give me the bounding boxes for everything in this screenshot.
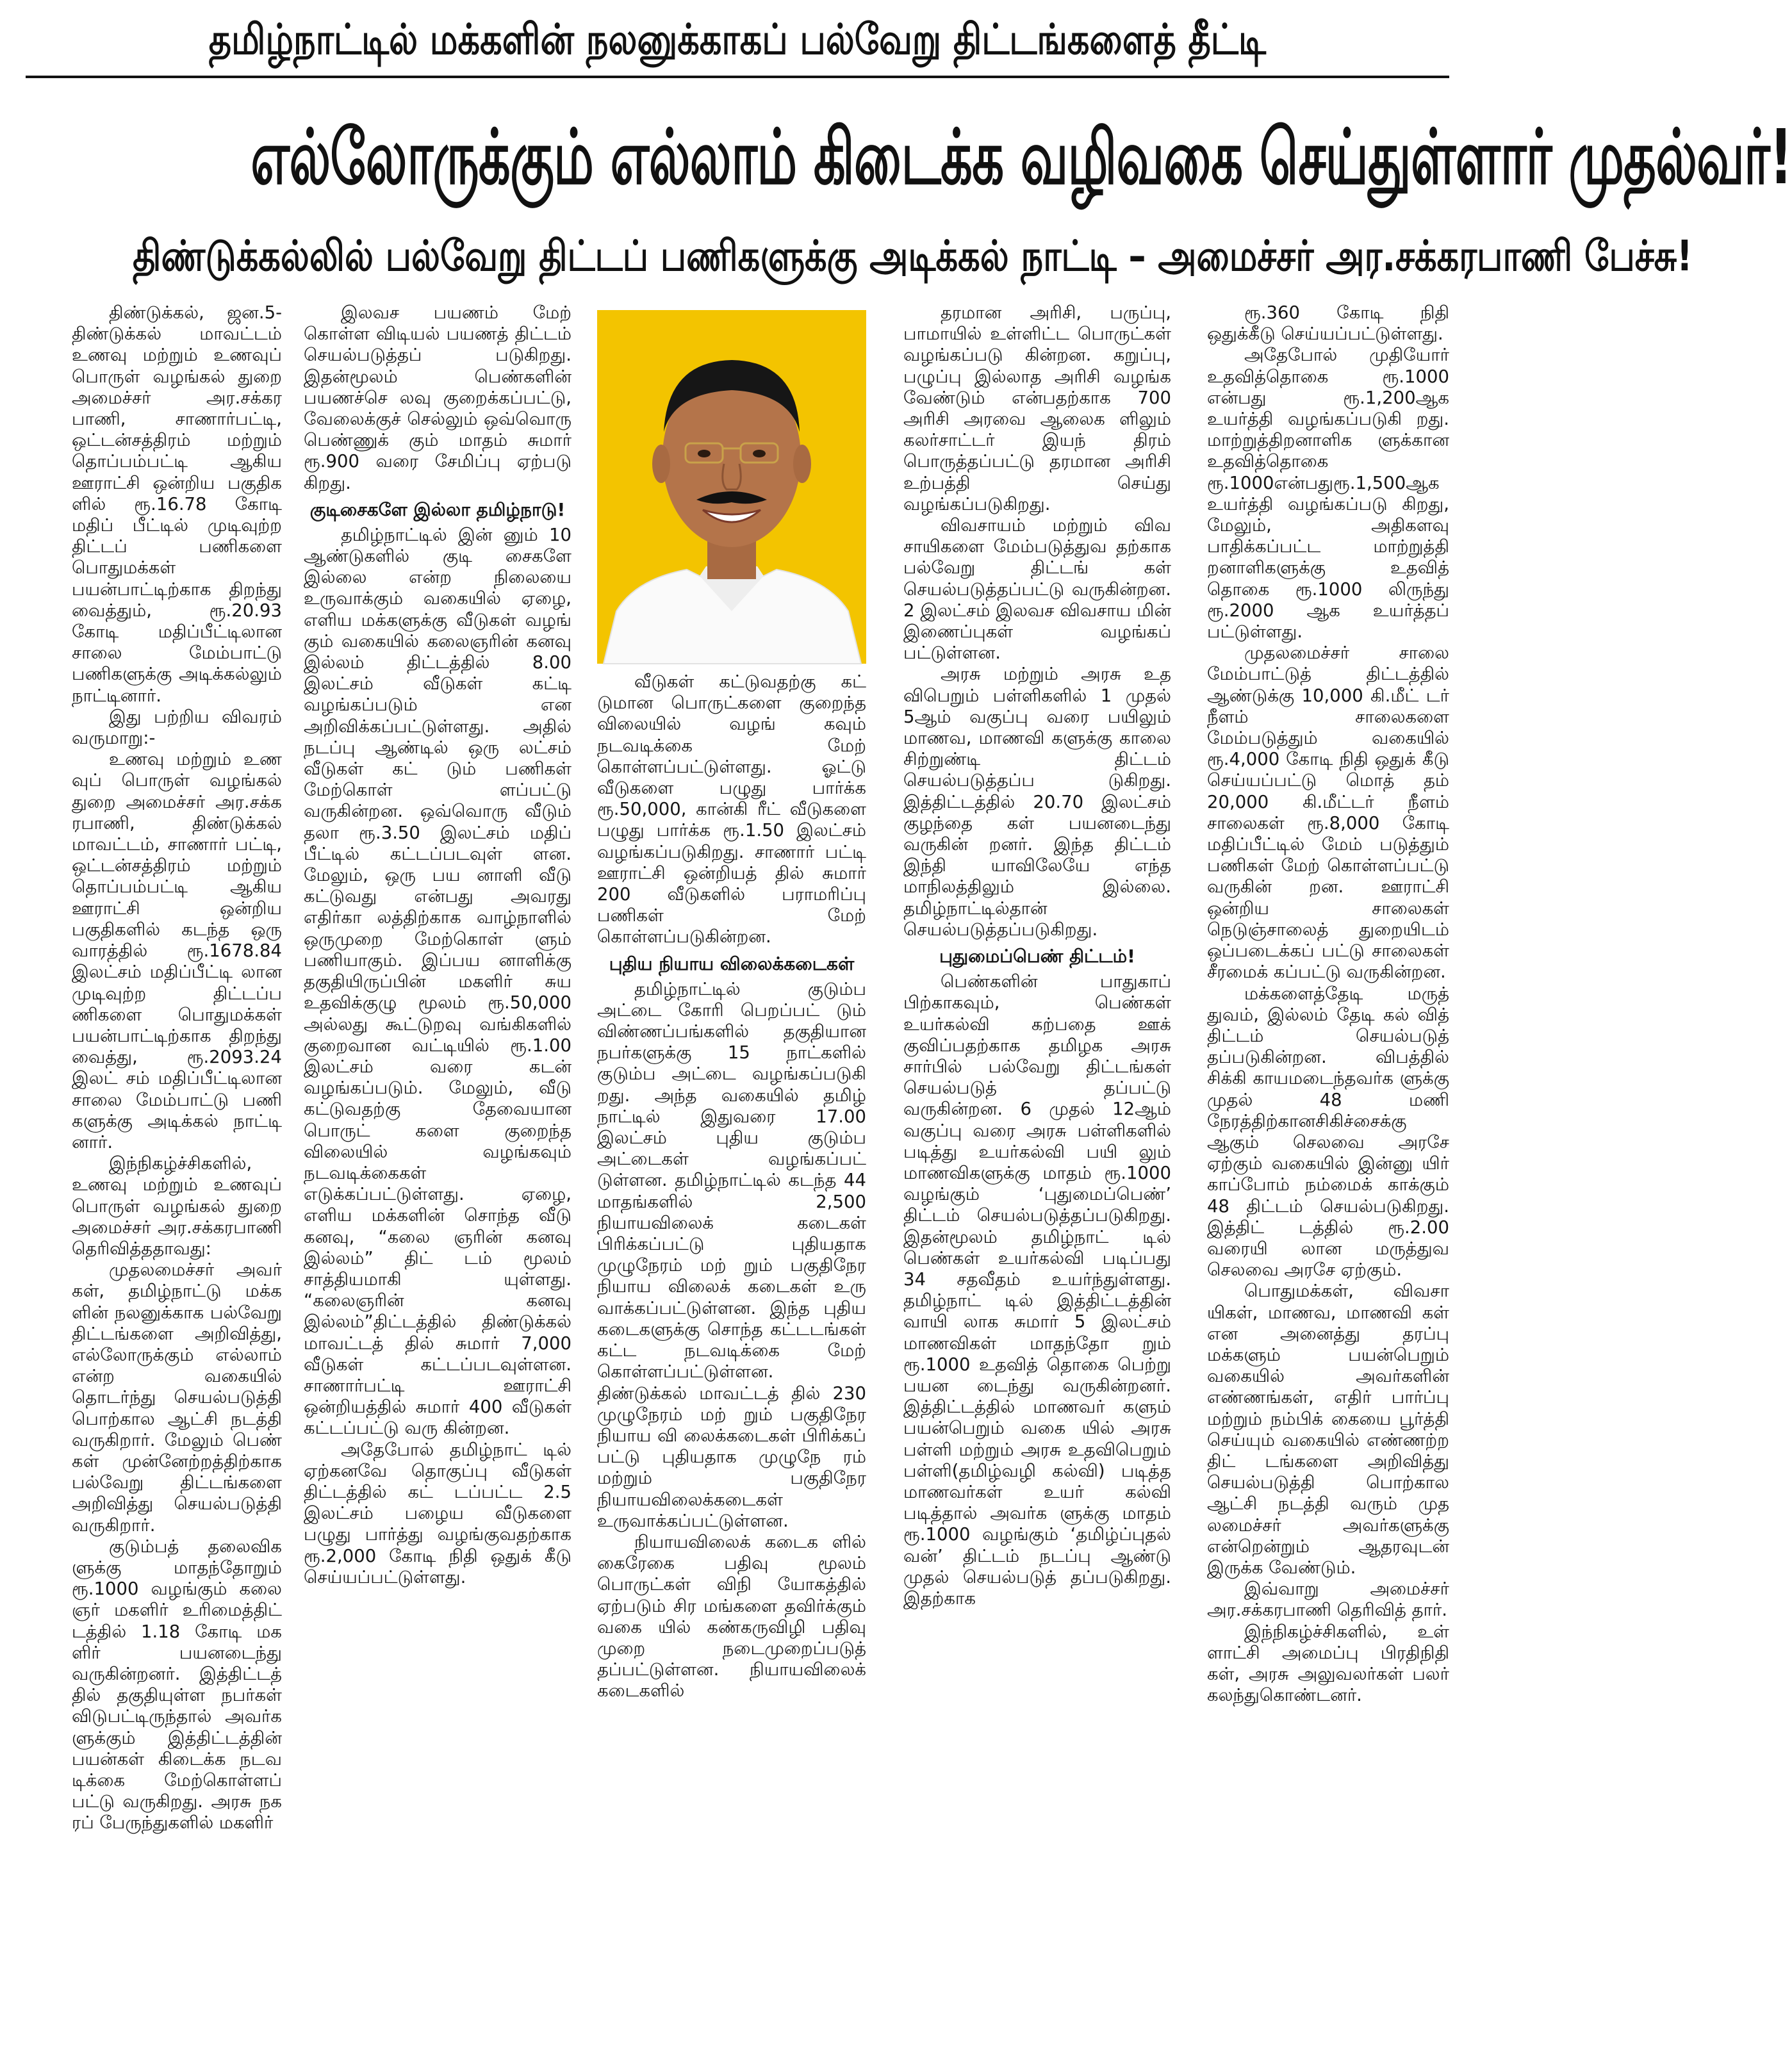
portrait-image (597, 310, 866, 664)
paragraph: இவ்வாறு அமைச்சர் அர.சக்கரபாணி தெரிவித் தார். (1207, 1579, 1449, 1621)
paragraph: திண்டுக்கல், ஜன.5- திண்டுக்கல் மாவட்டம் உணவு மற்றும் உணவுப் பொருள் வழங்கல் துறை அமைச்சர் அர.சக்கர பாணி, சாணார்பட்டி, ஒட்டன்சத்திரம் மற்றும் தொப்பம்பட்டி ஆகிய ஊராட்சி ஒன்றிய பகுதிக ளில் ரூ.16.78 கோடி மதிப் பீட்டில் முடிவுற்ற திட்டப் பணிகளை பொதுமக்கள் பயன்பாட்டிற்காக திறந்து வைத்தும், ரூ.20.93 கோடி மதிப்பீட்டிலான சாலை மேம்பாட்டு பணிகளுக்கு அடிக்கல்லும் நாட்டினார். (72, 302, 282, 706)
paragraph: அரசு மற்றும் அரசு உத விபெறும் பள்ளிகளில் 1 முதல் 5ஆம் வகுப்பு வரை பயிலும் மாணவ, மாணவி களுக்கு காலை சிற்றுண்டி திட்டம் செயல்படுத்தப்ப டுகிறது. இத்திட்டத்தில் 20.70 இலட்சம் குழந்தை கள் பயனடைந்து வருகின் றனர். இந்த திட்டம் இந்தி யாவிலேயே எந்த மாநிலத்திலும் இல்லை. தமிழ்நாட்டில்தான் செயல்படுத்தப்படுகிறது. (903, 664, 1171, 940)
paragraph: வீடுகள் கட்டுவதற்கு கட் டுமான பொருட்களை குறைந்த விலையில் வழங் கவும் நடவடிக்கை மேற் கொள்ளப்பட்டுள்ளது. ஓட்டு வீடுகளை பழுது பார்க்க ரூ.50,000, கான்கி ரீட் வீடுகளை பழுது பார்க்க ரூ.1.50 இலட்சம் வழங்கப்படுகிறது. சாணார் பட்டி ஊராட்சி ஒன்றியத் தில் சுமார் 200 வீடுகளில் பராமரிப்பு பணிகள் மேற் கொள்ளப்படுகின்றன. (597, 671, 866, 947)
article-column-2 (304, 302, 571, 2049)
main-headline: எல்லோருக்கும் எல்லாம் கிடைக்க வழிவகை செய்துள்ளார் முதல்வர்! (251, 113, 1792, 201)
paragraph: இலவச பயணம் மேற் கொள்ள விடியல் பயணத் திட்டம் செயல்படுத்தப் படுகிறது. இதன்மூலம் பெண்களின் பயணச்செ லவு குறைக்கப்பட்டு, வேலைக்குச் செல்லும் ஒவ்வொரு பெண்ணுக் கும் மாதம் சுமார் ரூ.900 வரை சேமிப்பு ஏற்படு கிறது. (304, 302, 571, 493)
section-subheading: புதிய நியாய விலைக்கடைகள் (609, 953, 855, 974)
kicker-headline: தமிழ்நாட்டில் மக்களின் நலனுக்காகப் பல்வேறு திட்டங்களைத் தீட்டி (208, 15, 1267, 64)
paragraph: பொதுமக்கள், விவசா யிகள், மாணவ, மாணவி கள் என அனைத்து தரப்பு மக்களும் பயன்பெறும் வகையில் அவர்களின் எண்ணங்கள், எதிர் பார்ப்பு மற்றும் நம்பிக் கையை பூர்த்தி செய்யும் வகையில் எண்ணற்ற திட் டங்களை அறிவித்து செயல்படுத்தி பொற்கால ஆட்சி நடத்தி வரும் முத லமைச்சர் அவர்களுக்கு என்றென்றும் ஆதரவுடன் இருக்க வேண்டும். (1207, 1281, 1449, 1578)
paragraph: முதலமைச்சர் அவர் கள், தமிழ்நாட்டு மக்க ளின் நலனுக்காக பல்வேறு திட்டங்களை அறிவித்து, எல்லோருக்கும் எல்லாம் என்ற வகையில் தொடர்ந்து செயல்படுத்தி பொற்கால ஆட்சி நடத்தி வருகிறார். மேலும் பெண் கள் முன்னேற்றத்திற்காக பல்வேறு திட்டங்களை அறிவித்து செயல்படுத்தி வருகிறார். (72, 1259, 282, 1536)
article-column-4 (903, 302, 1171, 2049)
article-column-3 (597, 671, 866, 2049)
sub-headline: திண்டுக்கல்லில் பல்வேறு திட்டப் பணிகளுக்கு அடிக்கல் நாட்டி – அமைச்சர் அர.சக்கரபாணி பேச்சு! (133, 231, 1693, 281)
paragraph: இது பற்றிய விவரம் வருமாறு:- (72, 706, 282, 749)
minister-photo (597, 310, 866, 664)
section-subheading: குடிசைகளே இல்லா தமிழ்நாடு! (309, 498, 566, 520)
paragraph: முதலமைச்சர் சாலை மேம்பாட்டுத் திட்டத்தில் ஆண்டுக்கு 10,000 கி.மீட் டர் நீளம் சாலைகளை மேம்படுத்தும் வகையில் ரூ.4,000 கோடி நிதி ஒதுக் கீடு செய்யப்பட்டு மொத் தம் 20,000 கி.மீட்டர் நீளம் சாலைகள் ரூ.8,000 கோடி மதிப்பீட்டில் மேம் படுத்தும் பணிகள் மேற் கொள்ளப்பட்டு வருகின் றன. ஊராட்சி ஒன்றிய சாலைகள் நெடுஞ்சாலைத் துறையிடம் ஒப்படைக்கப் பட்டு சாலைகள் சீரமைக் கப்பட்டு வருகின்றன. (1207, 643, 1449, 983)
paragraph: தமிழ்நாட்டில் குடும்ப அட்டை கோரி பெறப்பட் டும் விண்ணப்பங்களில் தகுதியான நபர்களுக்கு 15 நாட்களில் குடும்ப அட்டை வழங்கப்படுகி றது. அந்த வகையில் தமிழ் நாட்டில் இதுவரை 17.00 இலட்சம் புதிய குடும்ப அட்டைகள் வழங்கப்பட் டுள்ளன. தமிழ்நாட்டில் கடந்த 44 மாதங்களில் 2,500 நியாயவிலைக் கடைகள் பிரிக்கப்பட்டு புதியதாக முழுநேரம் மற் றும் பகுதிநேர நியாய விலைக் கடைகள் உரு வாக்கப்பட்டுள்ளன. இந்த புதிய கடைகளுக்கு சொந்த கட்டடங்கள் கட்ட நடவடிக்கை மேற் கொள்ளப்பட்டுள்ளன. திண்டுக்கல் மாவட்டத் தில் 230 முழுநேரம் மற் றும் பகுதிநேர நியாய வி லைக்கடைகள் பிரிக்கப் பட்டு புதியதாக முழுநே ரம் மற்றும் பகுதிநேர நியாயவிலைக்கடைகள் உருவாக்கப்பட்டுள்ளன. (597, 978, 866, 1531)
paragraph: அதேபோல் தமிழ்நாட் டில் ஏற்கனவே தொகுப்பு வீடுகள் திட்டத்தில் கட் டப்பட்ட 2.5 இலட்சம் பழைய வீடுகளை பழுது பார்த்து வழங்குவதற்காக ரூ.2,000 கோடி நிதி ஒதுக் கீடு செய்யப்பட்டுள்ளது. (304, 1439, 571, 1587)
paragraph: விவசாயம் மற்றும் விவ சாயிகளை மேம்படுத்துவ தற்காக பல்வேறு திட்டங் கள் செயல்படுத்தப்பட்டு வருகின்றன. 2 இலட்சம் இலவச விவசாய மின் இணைப்புகள் வழங்கப் பட்டுள்ளன. (903, 515, 1171, 664)
headline-rule (26, 76, 1449, 78)
paragraph: ரூ.360 கோடி நிதி ஒதுக்கீடு செய்யப்பட்டுள்ளது. (1207, 302, 1449, 345)
paragraph: தரமான அரிசி, பருப்பு, பாமாயில் உள்ளிட்ட பொருட்கள் வழங்கப்படு கின்றன. கறுப்பு, பழுப்பு இல்லாத அரிசி வழங்க வேண்டும் என்பதற்காக 700 அரிசி அரவை ஆலைக ளிலும் கலர்சாட்டர் இயந் திரம் பொருத்தப்பட்டு தரமான அரிசி உற்பத்தி செய்து வழங்கப்படுகிறது. (903, 302, 1171, 514)
article-column-1 (72, 302, 282, 2049)
paragraph: நியாயவிலைக் கடைக ளில் கைரேகை பதிவு மூலம் பொருட்கள் விநி யோகத்தில் ஏற்படும் சிர மங்களை தவிர்க்கும் வகை யில் கண்கருவிழி பதிவு முறை நடைமுறைப்படுத் தப்பட்டுள்ளன. நியாயவிலைக் கடைகளில் (597, 1531, 866, 1702)
paragraph: குடும்பத் தலைவிக ளுக்கு மாதந்தோறும் ரூ.1000 வழங்கும் கலை ஞர் மகளிர் உரிமைத்திட் டத்தில் 1.18 கோடி மக ளிர் பயனடைந்து வருகின்றனர். இத்திட்டத் தில் தகுதியுள்ள நபர்கள் விடுபட்டிருந்தால் அவர்க ளுக்கும் இத்திட்டத்தின் பயன்கள் கிடைக்க நடவ டிக்கை மேற்கொள்ளப் பட்டு வருகிறது. அரசு நக ரப் பேருந்துகளில் மகளிர் (72, 1536, 282, 1833)
paragraph: மக்களைத்தேடி மருத் துவம், இல்லம் தேடி கல் வித் திட்டம் செயல்படுத் தப்படுகின்றன. விபத்தில் சிக்கி காயமடைந்தவர்க ளுக்கு முதல் 48 மணி நேரத்திற்கானசிகிச்சைக்கு ஆகும் செலவை அரசே ஏற்கும் வகையில் இன்னு யிர் காப்போம் நம்மைக் காக்கும் 48 திட்டம் செயல்படுகிறது. இத்திட் டத்தில் ரூ.2.00 வரையி லான மருத்துவ செலவை அரசே ஏற்கும். (1207, 983, 1449, 1281)
section-subheading: புதுமைப்பெண் திட்டம்! (939, 946, 1135, 967)
paragraph: அதேபோல் முதியோர் உதவித்தொகை ரூ.1000 என்பது ரூ.1,200ஆக உயர்த்தி வழங்கப்படுகி றது. மாற்றுத்திறனாளிக ளுக்கான உதவித்தொகை ரூ.1000என்பதுரூ.1,500ஆக உயர்த்தி வழங்கப்படு கிறது, மேலும், அதிகளவு பாதிக்கப்பட்ட மாற்றுத்தி றனாளிகளுக்கு உதவித் தொகை ரூ.1000 லிருந்து ரூ.2000 ஆக உயர்த்தப் பட்டுள்ளது. (1207, 345, 1449, 643)
article-column-5 (1207, 302, 1449, 2049)
paragraph: உணவு மற்றும் உண வுப் பொருள் வழங்கல் துறை அமைச்சர் அர.சக்க ரபாணி, திண்டுக்கல் மாவட்டம், சாணார் பட்டி, ஒட்டன்சத்திரம் மற்றும் தொப்பம்பட்டி ஆகிய ஊராட்சி ஒன்றிய பகுதிகளில் கடந்த ஒரு வாரத்தில் ரூ.1678.84 இலட்சம் மதிப்பீட்டி லான முடிவுற்ற திட்டப்ப ணிகளை பொதுமக்கள் பயன்பாட்டிற்காக திறந்து வைத்து, ரூ.2093.24 இலட் சம் மதிப்பீட்டிலான சாலை மேம்பாட்டு பணி களுக்கு அடிக்கல் நாட்டி னார். (72, 749, 282, 1153)
paragraph: பெண்களின் பாதுகாப் பிற்காகவும், பெண்கள் உயர்கல்வி கற்பதை ஊக் குவிப்பதற்காக தமிழக அரசு சார்பில் பல்வேறு திட்டங்கள் செயல்படுத் தப்பட்டு வருகின்றன. 6 முதல் 12ஆம் வகுப்பு வரை அரசு பள்ளிகளில் படித்து உயர்கல்வி பயி லும் மாணவிகளுக்கு மாதம் ரூ.1000 வழங்கும் ‘புதுமைப்பெண்’ திட்டம் செயல்படுத்தப்படுகிறது. இதன்மூலம் தமிழ்நாட் டில் பெண்கள் உயர்கல்வி படிப்பது 34 சதவீதம் உயர்ந்துள்ளது. தமிழ்நாட் டில் இத்திட்டத்தின் வாயி லாக சுமார் 5 இலட்சம் மாணவிகள் மாதந்தோ றும் ரூ.1000 உதவித் தொகை பெற்று பயன டைந்து வருகின்றனர். இத்திட்டத்தில் மாணவர் களும் பயன்பெறும் வகை யில் அரசு பள்ளி மற்றும் அரசு உதவிபெறும் பள்ளி(தமிழ்வழி கல்வி) படித்த மாணவர்கள் உயர் கல்வி படித்தால் அவர்க ளுக்கு மாதம் ரூ.1000 வழங்கும் ‘தமிழ்ப்புதல் வன்’ திட்டம் நடப்பு ஆண்டு முதல் செயல்படுத் தப்படுகிறது. இதற்காக (903, 971, 1171, 1609)
paragraph: தமிழ்நாட்டில் இன் னும் 10 ஆண்டுகளில் குடி சைகளே இல்லை என்ற நிலையை உருவாக்கும் வகையில் ஏழை, எளிய மக்களுக்கு வீடுகள் வழங் கும் வகையில் கலைஞரின் கனவு இல்லம் திட்டத்தில் 8.00 இலட்சம் வீடுகள் கட்டி வழங்கப்படும் என அறிவிக்கப்பட்டுள்ளது. அதில் நடப்பு ஆண்டில் ஒரு லட்சம் வீடுகள் கட் டும் பணிகள் மேற்கொள் ளப்பட்டு வருகின்றன. ஒவ்வொரு வீடும் தலா ரூ.3.50 இலட்சம் மதிப் பீட்டில் கட்டப்படவுள் ளன. மேலும், ஒரு பய னாளி வீடு கட்டுவது என்பது அவரது எதிர்கா லத்திற்காக வாழ்நாளில் ஒருமுறை மேற்கொள் ளும் பணியாகும். இப்பய னாளிக்கு தகுதியிருப்பின் மகளிர் சுய உதவிக்குழு மூலம் ரூ.50,000 அல்லது கூட்டுறவு வங்கிகளில் குறைவான வட்டியில் ரூ.1.00 இலட்சம் வரை கடன் வழங்கப்படும். மேலும், வீடு கட்டுவதற்கு தேவையான பொருட் களை குறைந்த விலையில் வழங்கவும் நடவடிக்கைகள் எடுக்கப்பட்டுள்ளது. ஏழை, எளிய மக்களின் சொந்த வீடு கனவு, “கலை ஞரின் கனவு இல்லம்” திட் டம் மூலம் சாத்தியமாகி யுள்ளது. “கலைஞரின் கனவு இல்லம்”திட்டத்தில் திண்டுக்கல் மாவட்டத் தில் சுமார் 7,000 வீடுகள் கட்டப்படவுள்ளன. சாணார்பட்டி ஊராட்சி ஒன்றியத்தில் சுமார் 400 வீடுகள் கட்டப்பட்டு வரு கின்றன. (304, 524, 571, 1439)
paragraph: இந்நிகழ்ச்சிகளில், உள் ளாட்சி அமைப்பு பிரதிநிதி கள், அரசு அலுவலர்கள் பலர் கலந்துகொண்டனர். (1207, 1621, 1449, 1706)
paragraph: இந்நிகழ்ச்சிகளில், உணவு மற்றும் உணவுப் பொருள் வழங்கல் துறை அமைச்சர் அர.சக்கரபாணி தெரிவித்ததாவது: (72, 1153, 282, 1259)
